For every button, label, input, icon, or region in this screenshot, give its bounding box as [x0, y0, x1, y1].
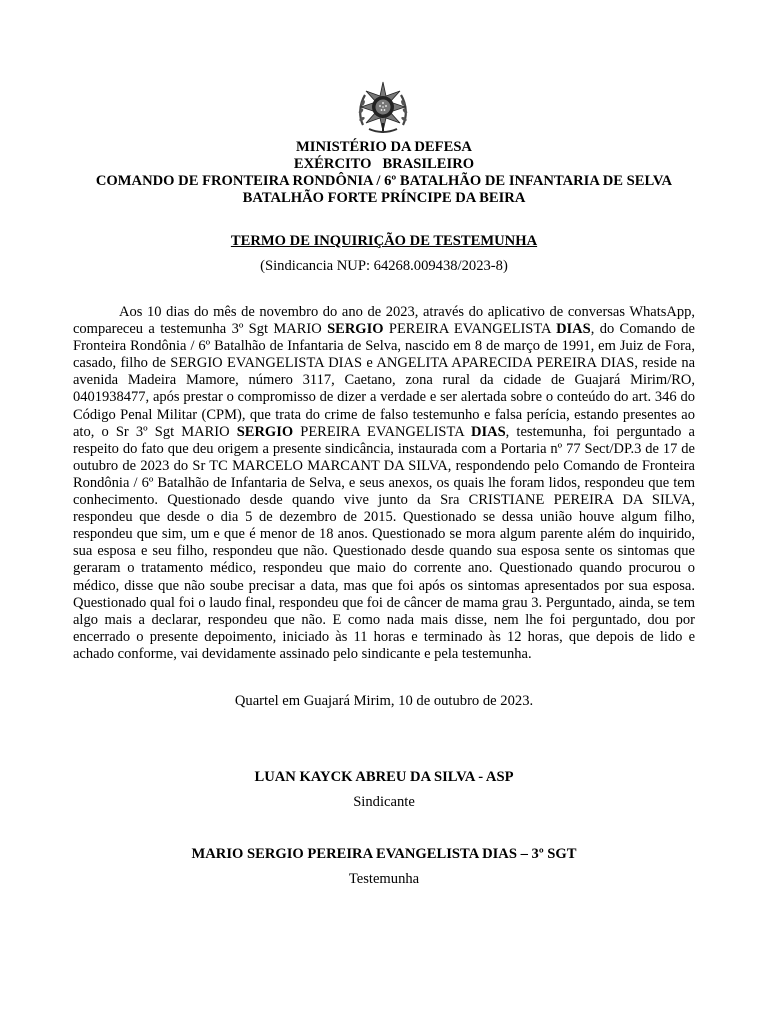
document-header [40, 139, 728, 207]
signature-role-investigator: Sindicante [353, 794, 415, 810]
body-segment: Aos 10 dias do mês de novembro do ano de 2023, através do aplicativo de conversas WhatsApp, compareceu a testemunha 3º Sgt MARIO [73, 304, 695, 338]
signature-role-witness: Testemunha [348, 871, 420, 887]
place-and-date: Quartel em Guajará Mirim, 10 de outubro de 2023. [234, 693, 534, 709]
document-subtitle: (Sindicancia NUP: 64268.009438/2023-8) [260, 258, 508, 274]
body-segment: , do Comando de Fronteira Rondônia / 6º Batalhão de Infantaria de Selva, nascido em 8 de março de 1991, em Juiz de Fora, casado, filho de SERGIO EVANGELISTA DIAS e ANGELITA APARECIDA PEREIRA DIAS, reside na avenida Madeira Mamore, número 3117, Caetano, zona rural da cidade de Guajará Mirim/RO, 0401938477, após prestar o compromisso de dizer a verdade e ser alertada sobre o conteúdo do art. 346 do Código Penal Militar (CPM), que trata do crime de falso testemunho e falsa perícia, estando presentes ao ato, o Sr 3º Sgt MARIO [73, 321, 695, 440]
body-bold-name: DIAS [556, 321, 591, 338]
body-segment: PEREIRA EVANGELISTA [293, 423, 471, 440]
body-segment: , testemunha, foi perguntado a respeito do fato que deu origem a presente sindicância, instaurada com a Portaria nº 77 Sect/DP.3 de 17 de outubro de 2023 do Sr TC MARCELO MARCANT DA SILVA, respondendo pelo Comando de Fronteira Rondônia / 6º Batalhão de Infantaria de Selva, e seus anexos, os quais lhe foram lidos, respondeu que tem conhecimento. Questionado desde quando vive junto da Sra CRISTIANE PEREIRA DA SILVA, respondeu que desde o dia 5 de dezembro de 2015. Questionado se dessa união houve algum filho, respondeu que sim, um e que é menor de 18 anos. Questionado se mora algum parente além do inquirido, sua esposa e seu filho, respondeu que não. Questionado desde quando sua esposa sente os sintomas que geraram o tratamento médico, respondeu que maio do corrente ano. Questionado quando procurou o médico, disse que não soube precisar a data, mas que foi após os sintomas apresentados por sua esposa. Questionado qual foi o laudo final, respondeu que foi de câncer de mama grau 3. Perguntado, ainda, se tem algo mais a declarar, respondeu que não. E como nada mais disse, nem lhe foi perguntado, dou por encerrado o presente depoimento, iniciado às 11 horas e terminado às 12 horas, que depois de lido e achado conforme, vai devidamente assinado pelo sindicante e pela testemunha. [73, 423, 695, 662]
body-bold-name: SERGIO [236, 423, 294, 440]
coat-of-arms-emblem [355, 79, 411, 135]
header-army: EXÉRCITO BRASILEIRO [293, 156, 475, 172]
header-ministry: MINISTÉRIO DA DEFESA [296, 139, 472, 155]
testimony-paragraph [73, 304, 695, 663]
header-command: COMANDO DE FRONTEIRA RONDÔNIA / 6º BATALHÃO DE INFANTARIA DE SELVA [95, 173, 673, 189]
signature-name-investigator: LUAN KAYCK ABREU DA SILVA - ASP [254, 769, 514, 785]
header-battalion: BATALHÃO FORTE PRÍNCIPE DA BEIRA [242, 190, 526, 206]
body-segment: PEREIRA EVANGELISTA [383, 321, 557, 338]
document-title: TERMO DE INQUIRIÇÃO DE TESTEMUNHA [230, 233, 538, 249]
body-bold-name: SERGIO [327, 321, 384, 338]
signature-name-witness: MARIO SERGIO PEREIRA EVANGELISTA DIAS – 3º SGT [191, 846, 577, 862]
body-bold-name: DIAS [471, 423, 506, 440]
